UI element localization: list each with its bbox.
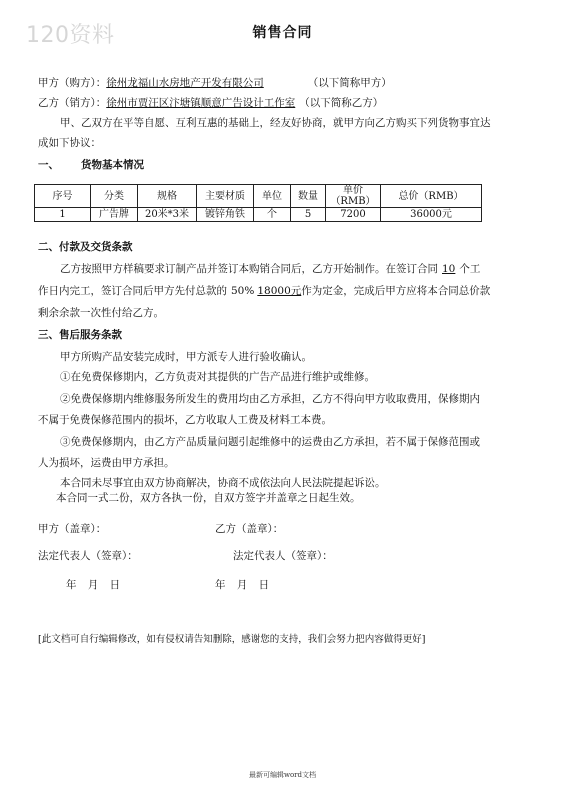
col-header-unit-price: 单价（RMB） [326,185,381,208]
col-header-index: 序号 [35,185,91,208]
party-a-line [38,76,392,90]
watermark-logo: 120资料 [26,23,115,48]
cell-spec: 20米*3米 [138,208,197,222]
cell-unit: 个 [254,208,291,222]
document-title: 销售合同 [252,25,313,41]
section-2-line-2-tail: 作为定金，完成后甲方应将本合同总价款 [301,285,491,297]
section-3-para-6: 本合同一式二份，双方各执一份，自双方签字并盖章之日起生效。 [56,492,361,504]
page-footer: 最新可编辑word文档 [248,771,317,779]
deposit-amount: 18000元 [257,285,302,297]
section-2-line-2 [38,284,490,298]
party-b-rep-label: 法定代表人（签章）： [233,550,333,562]
cell-index: 1 [35,208,91,222]
party-a-name: 徐州龙福山水房地产开发有限公司 [106,77,264,89]
section-1-heading [38,158,144,172]
section-3-para-3b: 不属于免费保修范围内的损坏，乙方收取人工费及材料工本费。 [38,414,332,426]
party-a-suffix: （以下简称甲方） [307,77,392,89]
section-3-heading: 三、售后服务条款 [38,329,122,341]
cell-unit-price: 7200 [326,208,381,222]
section-2-line-1 [60,262,480,276]
section-3-para-2: ①在免费保修期内，乙方负责对其提供的广告产品进行维护或维修。 [60,371,375,383]
section-2-line-1-text: 乙方按照甲方样稿要求订制产品并签订本购销合同后，乙方开始制作。在签订合同 [60,263,438,275]
section-2-line-1-tail: 个工 [459,263,481,275]
work-days-value: 10 [442,263,456,275]
party-b-date: 年 月 日 [215,579,270,591]
col-header-qty: 数量 [291,185,326,208]
goods-table [34,184,482,222]
col-header-spec: 规格 [138,185,197,208]
party-b-label: 乙方（销方）： [38,97,107,109]
party-a-rep-label: 法定代表人（签章）： [38,550,138,562]
party-b-suffix: （以下简称乙方） [299,97,384,109]
intro-line-1: 甲、乙双方在平等自愿、互利互惠的基础上，经友好协商，就甲方向乙方购买下列货物事宜达 [60,117,491,129]
section-3-para-4a: ③免费保修期内，由乙方产品质量问题引起维修中的运费由乙方承担，若不属于保修范围或 [60,436,480,448]
section-3-para-1: 甲方所购产品安装完成时，甲方派专人进行验收确认。 [60,351,312,363]
cell-material: 镀锌角铁 [197,208,254,222]
section-2-line-2-text: 作日内完工，签订合同后甲方先付总款的 [38,285,227,297]
section-1-title: 货物基本情况 [81,159,144,171]
goods-table-header-row [35,185,482,208]
col-header-unit: 单位 [254,185,291,208]
cell-category: 广告牌 [91,208,138,222]
section-2-heading: 二、付款及交货条款 [38,241,133,253]
party-a-label: 甲方（购方）： [38,77,107,89]
col-header-total-price: 总价（RMB） [381,185,482,208]
section-3-para-5: 本合同未尽事宜由双方协商解决，协商不成依法向人民法院提起诉讼。 [60,477,386,489]
section-3-para-4b: 人为损坏，运费由甲方承担。 [38,457,175,469]
party-b-name: 徐州市贾汪区汴塘镇顺意广告设计工作室 [106,97,296,109]
cell-qty: 5 [291,208,326,222]
party-a-seal-label: 甲方（盖章）： [38,523,107,535]
section-2-line-3: 剩余余款一次性付给乙方。 [38,307,164,319]
edit-disclaimer: [此文档可自行编辑修改，如有侵权请告知删除，感谢您的支持，我们会努力把内容做得更好] [38,634,426,645]
table-row [35,208,482,222]
col-header-material: 主要材质 [197,185,254,208]
intro-line-2: 成如下协议： [38,137,101,149]
section-1-number: 一、 [38,159,59,171]
section-3-para-3a: ②免费保修期内维修服务所发生的费用均由乙方承担，乙方不得向甲方收取费用，保修期内 [60,393,480,405]
party-b-line [38,96,383,110]
party-a-date: 年 月 日 [66,579,121,591]
deposit-percent: 50% [231,285,255,297]
party-b-seal-label: 乙方（盖章）： [215,523,284,535]
cell-total-price: 36000元 [381,208,482,222]
col-header-category: 分类 [91,185,138,208]
